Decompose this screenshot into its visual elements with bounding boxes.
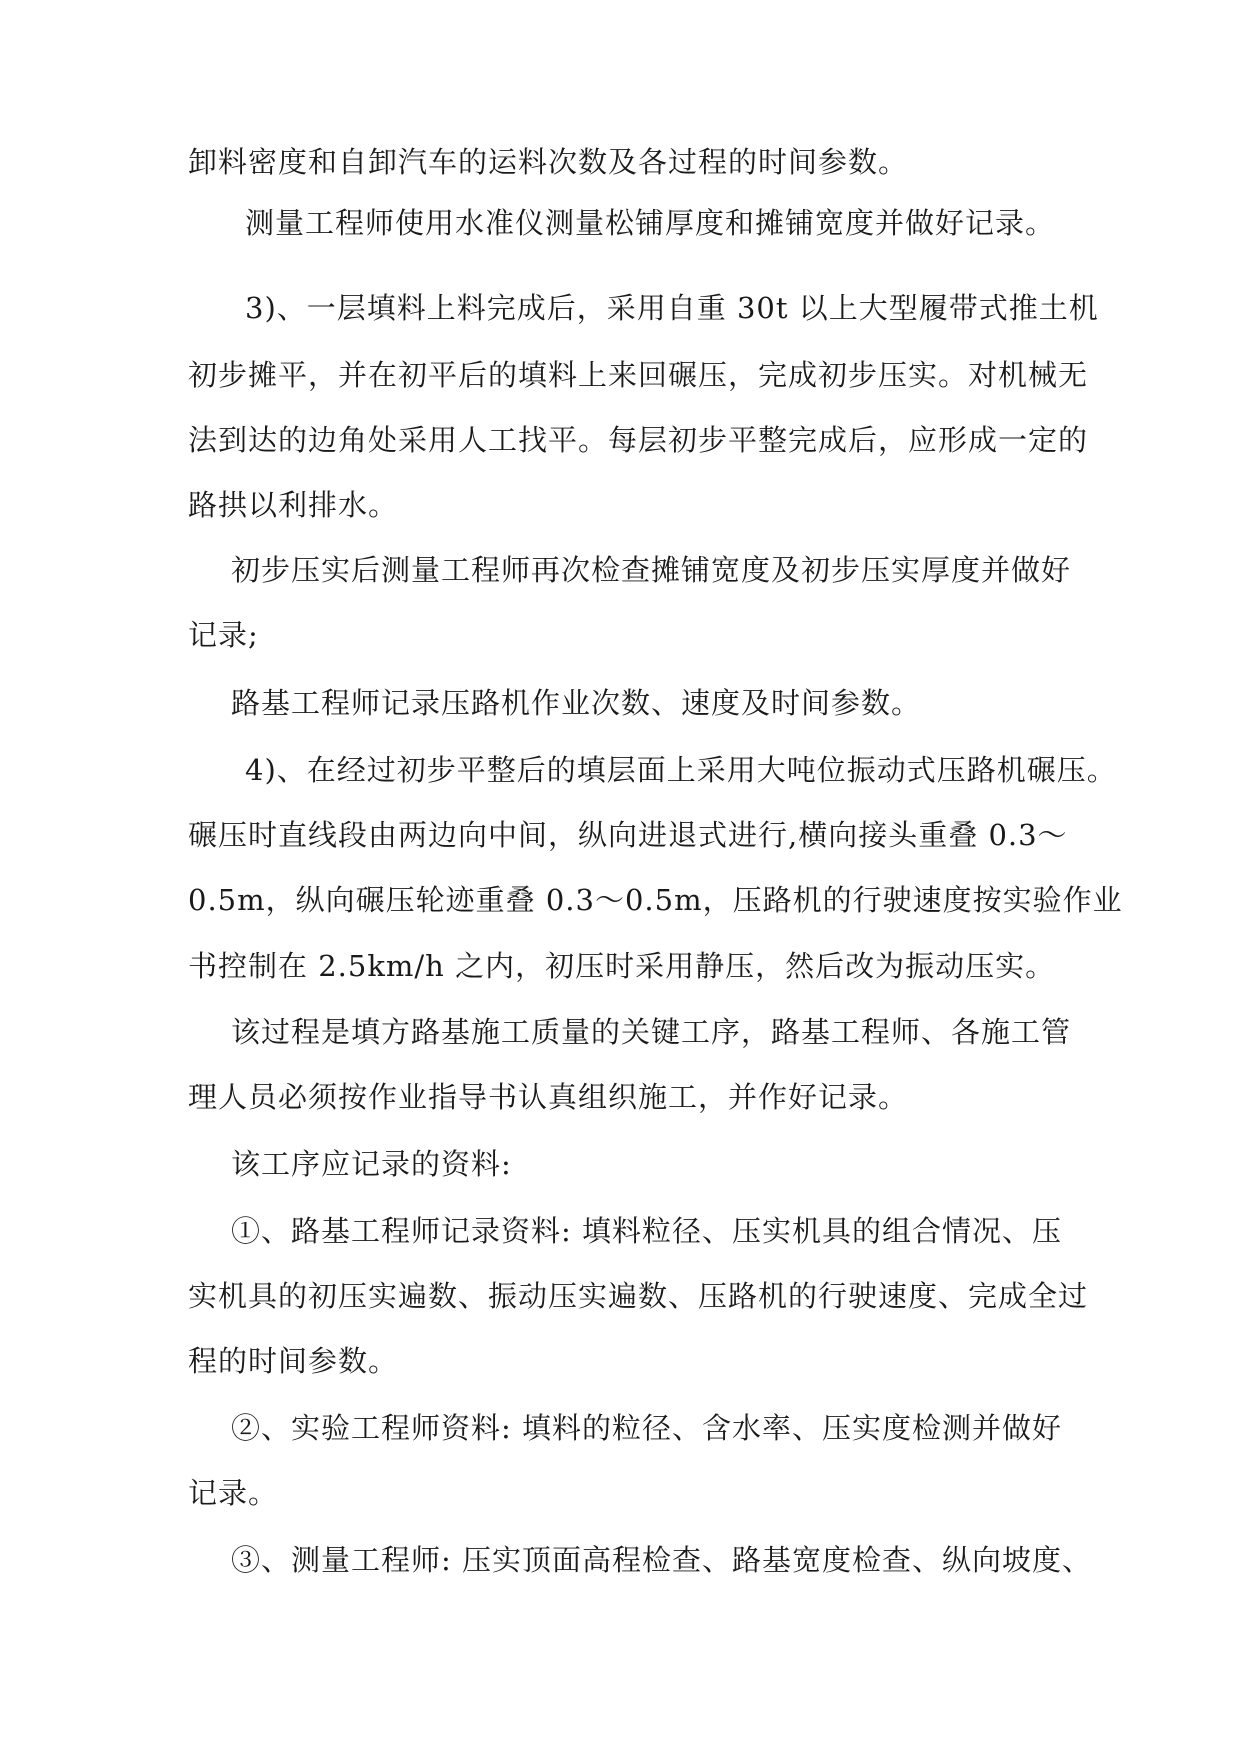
text-line: 理人员必须按作业指导书认真组织施工，并作好记录。 xyxy=(188,1080,909,1114)
text-line: 实机具的初压实遍数、振动压实遍数、压路机的行驶速度、完成全过 xyxy=(188,1279,1089,1313)
text-line: 该工序应记录的资料: xyxy=(231,1147,512,1181)
text-line: 初步压实后测量工程师再次检查摊铺宽度及初步压实厚度并做好 xyxy=(231,553,1072,587)
text-line: ③、测量工程师: 压实顶面高程检查、路基宽度检查、纵向坡度、 xyxy=(231,1543,1092,1577)
text-line: 记录。 xyxy=(188,1476,279,1510)
text-line: ①、路基工程师记录资料: 填料粒径、压实机具的组合情况、压 xyxy=(231,1214,1062,1248)
text-line: 3)、一层填料上料完成后，采用自重 30t 以上大型履带式推土机 xyxy=(245,291,1099,325)
text-line: 测量工程师使用水准仪测量松铺厚度和摊铺宽度并做好记录。 xyxy=(245,206,1056,240)
text-line: 该过程是填方路基施工质量的关键工序，路基工程师、各施工管 xyxy=(231,1015,1072,1049)
text-line: 0.5m，纵向碾压轮迹重叠 0.3～0.5m，压路机的行驶速度按实验作业 xyxy=(188,883,1123,917)
text-line: 书控制在 2.5km/h 之内，初压时采用静压，然后改为振动压实。 xyxy=(188,949,1056,983)
text-line: 初步摊平，并在初平后的填料上来回碾压，完成初步压实。对机械无 xyxy=(188,358,1089,392)
text-line: 卸料密度和自卸汽车的运料次数及各过程的时间参数。 xyxy=(188,145,909,179)
text-line: 路基工程师记录压路机作业次数、速度及时间参数。 xyxy=(231,686,922,720)
text-line: 路拱以利排水。 xyxy=(188,488,399,522)
text-line: 程的时间参数。 xyxy=(188,1344,399,1378)
text-line: 记录; xyxy=(188,618,259,652)
text-line: 4)、在经过初步平整后的填层面上采用大吨位振动式压路机碾压。 xyxy=(245,753,1117,787)
text-line: 法到达的边角处采用人工找平。每层初步平整完成后，应形成一定的 xyxy=(188,423,1089,457)
text-line: 碾压时直线段由两边向中间，纵向进退式进行,横向接头重叠 0.3～ xyxy=(188,818,1068,852)
text-line: ②、实验工程师资料: 填料的粒径、含水率、压实度检测并做好 xyxy=(231,1411,1062,1445)
